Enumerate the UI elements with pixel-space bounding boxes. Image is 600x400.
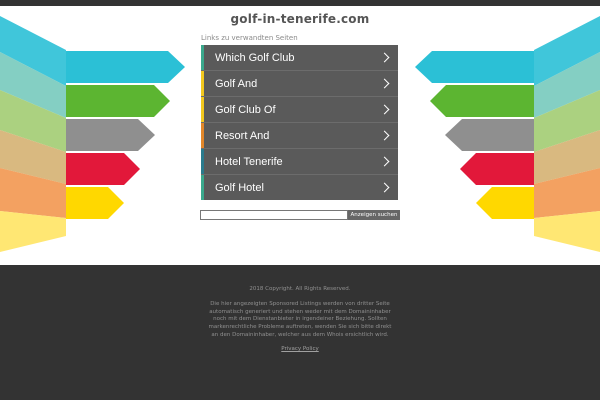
chevron-right-icon bbox=[380, 156, 390, 166]
related-link-label: Golf Hotel bbox=[215, 181, 264, 194]
chevron-right-icon bbox=[380, 130, 390, 140]
related-link-which-golf-club[interactable] bbox=[201, 45, 398, 71]
left-arrow-yellow bbox=[66, 187, 124, 219]
search-input[interactable] bbox=[200, 210, 348, 220]
link-accent-bar bbox=[201, 45, 204, 70]
link-accent-bar bbox=[201, 71, 204, 96]
related-link-golf-club-of[interactable] bbox=[201, 97, 398, 123]
right-arrow-gray bbox=[445, 119, 534, 151]
related-link-golf-hotel[interactable] bbox=[201, 175, 398, 200]
left-arrow-gray bbox=[66, 119, 155, 151]
left-fan-yellow bbox=[0, 211, 66, 252]
left-arrow-green bbox=[66, 85, 170, 117]
related-link-label: Which Golf Club bbox=[215, 51, 295, 64]
link-accent-bar bbox=[201, 175, 204, 200]
related-links-label: Links zu verwandten Seiten bbox=[201, 34, 298, 42]
related-link-hotel-tenerife[interactable] bbox=[201, 149, 398, 175]
chevron-right-icon bbox=[380, 52, 390, 62]
search-form bbox=[200, 210, 400, 220]
related-link-label: Golf And bbox=[215, 77, 258, 90]
right-fan-yellow bbox=[534, 211, 600, 252]
link-accent-bar bbox=[201, 149, 204, 174]
chevron-right-icon bbox=[380, 104, 390, 114]
right-arrow-red bbox=[460, 153, 534, 185]
main-area bbox=[0, 6, 600, 265]
related-link-label: Hotel Tenerife bbox=[215, 155, 283, 168]
right-arrow-cyan bbox=[415, 51, 534, 83]
related-link-golf-and[interactable] bbox=[201, 71, 398, 97]
site-title: golf-in-tenerife.com bbox=[230, 12, 370, 26]
left-arrow-cyan bbox=[66, 51, 185, 83]
related-link-label: Golf Club Of bbox=[215, 103, 276, 116]
related-link-label: Resort And bbox=[215, 129, 270, 142]
chevron-right-icon bbox=[380, 182, 390, 192]
copyright-text: 2018 Copyright. All Rights Reserved. bbox=[249, 286, 351, 292]
left-arrow-red bbox=[66, 153, 140, 185]
related-link-resort-and[interactable] bbox=[201, 123, 398, 149]
footer bbox=[0, 265, 600, 400]
disclaimer-text: Die hier angezeigten Sponsored Listings werden von dritter Seite automatisch generiert und stehen weder mit dem Domaininhaber noch mit dem Dienstanbieter in irgendeiner Beziehung. Sollten markenrechtliche Probleme auftreten, wenden Sie sich bitte direkt an den Domaininhaber, welcher aus dem Whois ersichtlich wird. bbox=[208, 301, 392, 338]
search-button[interactable]: Anzeigen suchen bbox=[348, 210, 400, 220]
right-arrow-yellow bbox=[476, 187, 534, 219]
link-accent-bar bbox=[201, 97, 204, 122]
right-arrow-green bbox=[430, 85, 534, 117]
related-links-list bbox=[201, 45, 398, 200]
chevron-right-icon bbox=[380, 78, 390, 88]
privacy-policy-link[interactable]: Privacy Policy bbox=[281, 346, 319, 352]
link-accent-bar bbox=[201, 123, 204, 148]
